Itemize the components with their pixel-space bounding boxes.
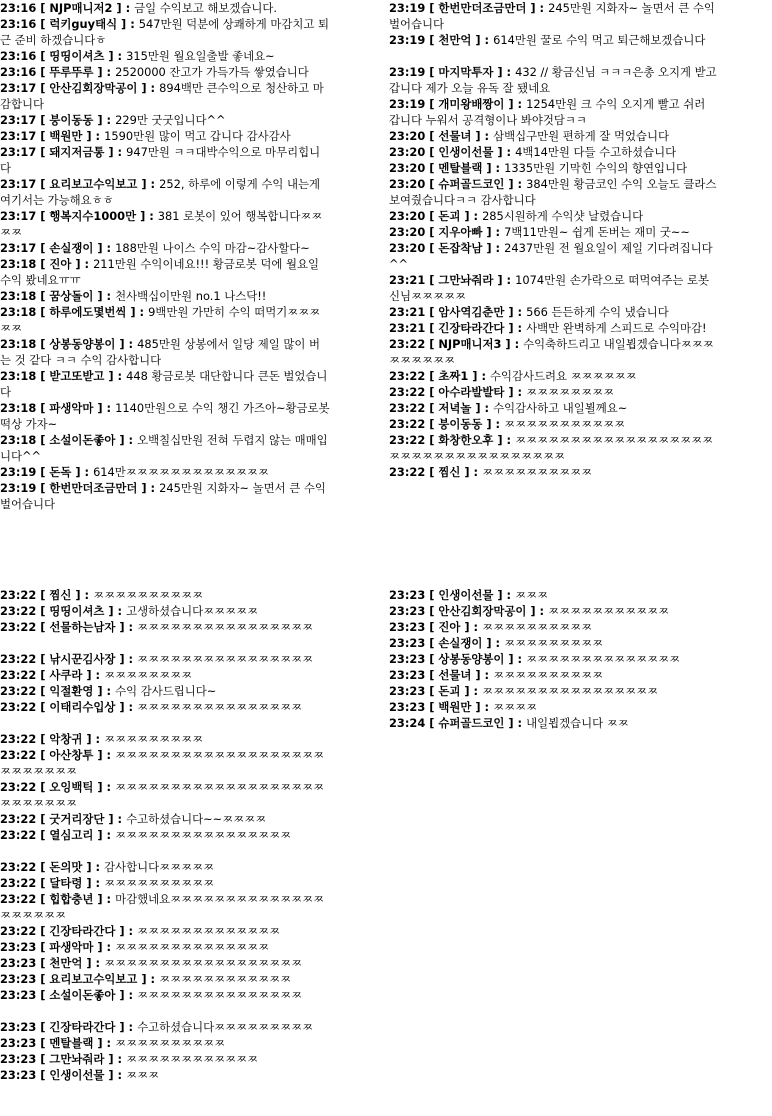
chat-message-sender: 23:23 [ 멘탈블랙 ] : — [0, 1036, 116, 1050]
chat-message-sender: 23:23 [ 선물녀 ] : — [389, 668, 494, 682]
chat-message-text: 사백만 완벽하게 스피드로 수익마감! — [526, 321, 707, 335]
chat-message-text: 1140만원으로 수익 챙긴 가즈아~황금로봇 떡상 가자~ — [0, 401, 330, 431]
chat-message — [0, 859, 330, 875]
chat-message-text: ㅉㅉㅉㅉㅉㅉㅉㅉㅉㅉㅉㅉㅉㅉㅉㅉㅉㅉㅉㅉㅉㅉㅉㅉㅉㅉㅉㅉㅉㅉㅉㅉㅉㅉ — [389, 433, 714, 463]
chat-message — [389, 336, 719, 368]
chat-message-sender: 23:22 [ 붕이동동 ] : — [389, 417, 505, 431]
chat-message — [389, 144, 719, 160]
chat-message — [0, 891, 330, 923]
chat-message-text: 614만ㅉㅉㅉㅉㅉㅉㅉㅉㅉㅉㅉㅉㅉ — [93, 465, 269, 479]
chat-message-sender: 23:19 [ 한번만더조금만더 ] : — [389, 1, 549, 15]
chat-message — [389, 683, 719, 699]
chat-message-sender: 23:22 [ 저녁놀 ] : — [389, 401, 494, 415]
chat-message-text: 614만원 꿀로 수익 먹고 퇴근해보겠습니다 — [493, 33, 706, 47]
chat-message-sender: 23:17 [ 안산김회장막공이 ] : — [0, 81, 160, 95]
chat-message — [0, 240, 330, 256]
chat-message — [0, 971, 330, 987]
chat-message-sender: 23:23 [ 인생이선물 ] : — [389, 588, 516, 602]
chat-message — [389, 651, 719, 667]
chat-message-text: ㅉㅉㅉㅉㅉㅉㅉㅉㅉㅉㅉㅉㅉㅉㅉㅉ — [482, 684, 659, 698]
chat-message — [0, 827, 330, 843]
chat-message — [0, 603, 330, 619]
chat-message-sender: 23:18 [ 하루에도몇번씩 ] : — [0, 305, 149, 319]
chat-message-sender: 23:22 [ 초짜1 ] : — [389, 369, 490, 383]
chat-message-sender: 23:16 [ 뚜루뚜루 ] : — [0, 65, 116, 79]
chat-message-text: ㅉㅉㅉㅉㅉㅉㅉㅉㅉㅉㅉ — [548, 604, 670, 618]
chat-message-sender: 23:22 [ 사쿠라 ] : — [0, 668, 105, 682]
chat-message — [0, 400, 330, 432]
chat-message-text: 오백칠십만원 전혀 두렵지 않는 매매입니다^^ — [0, 433, 328, 463]
chat-message-sender: 23:22 [ NJP매니저3 ] : — [389, 337, 524, 351]
chat-message-sender: 23:19 [ 천만억 ] : — [389, 33, 494, 47]
chat-message — [389, 0, 719, 32]
chat-message-sender: 23:16 [ NJP매니저2 ] : — [0, 1, 135, 15]
chat-message-text: ㅉㅉㅉㅉㅉㅉㅉㅉㅉㅉㅉㅉㅉㅉ — [526, 652, 681, 666]
chat-message-sender: 23:18 [ 꿈상돌이 ] : — [0, 289, 116, 303]
chat-message-sender: 23:16 [ 띵띵이셔츠 ] : — [0, 49, 127, 63]
chat-log-panel-1 — [0, 0, 330, 523]
chat-message — [389, 32, 719, 48]
chat-message-sender: 23:23 [ 백원만 ] : — [389, 700, 494, 714]
chat-message-sender: 23:20 [ 멘탈블랙 ] : — [389, 161, 505, 175]
blank-line — [0, 1003, 330, 1019]
chat-message — [0, 208, 330, 240]
chat-message-sender: 23:23 [ 소설이돈좋아 ] : — [0, 988, 138, 1002]
chat-message-text: ㅉㅉㅉㅉㅉㅉㅉㅉㅉㅉㅉㅉㅉㅉㅉㅉㅉㅉㅉㅉㅉㅉㅉㅉㅉㅉ — [0, 780, 325, 810]
chat-message-text: 211만원 수익이네요!!! 황금로봇 덕에 월요일 수익 봤네요ㅠㅠ — [0, 257, 320, 287]
chat-message-sender: 23:22 [ 아산창투 ] : — [0, 748, 116, 762]
chat-message-text: 1590만원 많이 먹고 갑니다 감사감사 — [104, 129, 291, 143]
chat-message — [389, 224, 719, 240]
chat-message-text: 547만원 덕분에 상쾌하게 마감치고 퇴근 준비 하겠습니다ㅎ — [0, 17, 330, 47]
chat-message-sender: 23:17 [ 백원만 ] : — [0, 129, 105, 143]
chat-message-sender: 23:19 [ 한번만더조금만더 ] : — [0, 481, 160, 495]
chat-message-sender: 23:22 [ 선물하는남자 ] : — [0, 620, 138, 634]
chat-message-sender: 23:20 [ 지우아빠 ] : — [389, 225, 505, 239]
chat-message-text: 285시원하게 수익샷 날렸습니다 — [482, 209, 644, 223]
chat-message — [0, 699, 330, 715]
chat-message-sender: 23:23 [ 천만억 ] : — [0, 956, 105, 970]
chat-message-sender: 23:22 [ 돈의맛 ] : — [0, 860, 105, 874]
chat-message-text: 금일 수익보고 해보겠습니다. — [134, 1, 278, 15]
chat-message-text: ㅉㅉㅉㅉㅉㅉㅉㅉㅉㅉㅉㅉㅉㅉ — [115, 940, 270, 954]
chat-message-sender: 23:23 [ 진아 ] : — [389, 620, 483, 634]
chat-message — [0, 256, 330, 288]
chat-message-sender: 23:21 [ 긴장타라간다 ] : — [389, 321, 527, 335]
chat-message-sender: 23:22 [ 달타령 ] : — [0, 876, 105, 890]
chat-message-text: 4백14만원 다들 수고하셨습니다 — [515, 145, 677, 159]
chat-log-panel-2 — [389, 0, 719, 523]
chat-message-sender: 23:21 [ 그만놔줘라 ] : — [389, 273, 516, 287]
chat-message-text: 252, 하루에 이렇게 수익 내는게 여기서는 가능해요ㅎㅎ — [0, 177, 320, 207]
chat-message — [0, 779, 330, 811]
chat-message-sender: 23:22 [ 긴장타라간다 ] : — [0, 924, 138, 938]
chat-message-sender: 23:22 [ 띵띵이셔츠 ] : — [0, 604, 127, 618]
chat-message-text: 245만원 지화자~ 놀면서 큰 수익 벌어습니다 — [389, 1, 715, 31]
chat-message — [0, 80, 330, 112]
chat-message-text: 2437만원 전 월요일이 제일 기다려집니다^^ — [389, 241, 713, 271]
chat-message — [389, 603, 719, 619]
chat-message-text: 수익감사드려요 ㅉㅉㅉㅉㅉㅉ — [490, 369, 637, 383]
chat-message-text: ㅉㅉㅉㅉ — [493, 700, 538, 714]
chat-message — [389, 128, 719, 144]
chat-message-sender: 23:17 [ 붕이동동 ] : — [0, 113, 116, 127]
chat-message — [389, 208, 719, 224]
chat-message-text: 1074만원 손가락으로 떠먹여주는 로봇 신님ㅉㅉㅉㅉㅉ — [389, 273, 709, 303]
chat-message — [389, 699, 719, 715]
chat-message-sender: 23:16 [ 럭키guy태식 ] : — [0, 17, 139, 31]
chat-message-sender: 23:23 [ 상봉동양봉이 ] : — [389, 652, 527, 666]
chat-message-text: 566 든든하게 수익 냈습니다 — [526, 305, 669, 319]
chat-message — [0, 176, 330, 208]
chat-message-text: ㅉㅉㅉㅉㅉㅉㅉㅉㅉㅉ — [482, 620, 593, 634]
chat-message-text: ㅉㅉㅉㅉㅉㅉㅉㅉㅉ — [104, 732, 204, 746]
blank-line — [0, 843, 330, 859]
blank-line — [0, 715, 330, 731]
chat-message-sender: 23:19 [ 마지막투자 ] : — [389, 65, 516, 79]
chat-message — [0, 48, 330, 64]
chat-message-text: 천사백십이만원 no.1 나스닥!! — [115, 289, 267, 303]
chat-message-text: ㅉㅉㅉㅉㅉㅉㅉㅉ — [526, 385, 615, 399]
chat-message-text: 188만원 나이스 수익 마감~감사할다~ — [115, 241, 310, 255]
chat-message-text: 내일뵙겠습니다 ㅉㅉ — [526, 716, 629, 730]
chat-log-panel-4 — [389, 587, 719, 737]
chat-message — [0, 1019, 330, 1035]
chat-message-text: 수익축하드리고 내일뵙겠습니다ㅉㅉㅉㅉㅉㅉㅉㅉㅉ — [389, 337, 714, 367]
chat-message-text: 수고하셨습니다~~ㅉㅉㅉㅉ — [126, 812, 267, 826]
chat-message-text: 고생하셨습니다ㅉㅉㅉㅉㅉ — [126, 604, 259, 618]
chat-message-text: 마감했네요ㅉㅉㅉㅉㅉㅉㅉㅉㅉㅉㅉㅉㅉㅉㅉㅉㅉㅉㅉㅉ — [0, 892, 325, 922]
chat-message-sender: 23:23 [ 돈괴 ] : — [389, 684, 483, 698]
chat-message — [389, 400, 719, 416]
chat-message-sender: 23:21 [ 암사역김춘만 ] : — [389, 305, 527, 319]
chat-message — [389, 635, 719, 651]
chat-message-sender: 23:18 [ 소설이돈좋아 ] : — [0, 433, 138, 447]
chat-message — [389, 667, 719, 683]
chat-message-sender: 23:20 [ 인생이선물 ] : — [389, 145, 516, 159]
chat-message-sender: 23:23 [ 그만놔줘라 ] : — [0, 1052, 127, 1066]
chat-message-text: ㅉㅉㅉㅉㅉㅉㅉㅉㅉㅉㅉㅉㅉㅉㅉㅉ — [137, 652, 314, 666]
chat-message — [389, 304, 719, 320]
chat-message — [0, 288, 330, 304]
chat-message-sender: 23:20 [ 슈퍼골드코인 ] : — [389, 177, 527, 191]
chat-message-sender: 23:18 [ 진아 ] : — [0, 257, 94, 271]
chat-message — [0, 987, 330, 1003]
chat-message-text: 229만 굿굿입니다^^ — [115, 113, 226, 127]
chat-message — [389, 715, 719, 731]
chat-message — [389, 320, 719, 336]
chat-message-text: ㅉㅉㅉㅉㅉㅉㅉㅉㅉㅉ — [93, 588, 204, 602]
chat-message-text: 감사합니다ㅉㅉㅉㅉㅉ — [104, 860, 215, 874]
chat-message — [389, 64, 719, 96]
chat-message-text: 485만원 상봉에서 일당 제일 많이 버는 것 같다 ㅋㅋ 수익 감사합니다 — [0, 337, 320, 367]
chat-message-text: ㅉㅉㅉㅉㅉㅉㅉㅉㅉㅉㅉ — [504, 417, 626, 431]
chat-message-sender: 23:17 [ 요리보고수익보고 ] : — [0, 177, 160, 191]
chat-message — [0, 939, 330, 955]
chat-message — [0, 1035, 330, 1051]
chat-message-sender: 23:20 [ 돈괴 ] : — [389, 209, 483, 223]
chat-message-text: ㅉㅉㅉㅉㅉㅉㅉㅉㅉㅉㅉㅉㅉㅉㅉ — [137, 988, 303, 1002]
chat-message-text: 2520000 잔고가 가득가득 쌓였습니다 — [115, 65, 309, 79]
chat-message — [0, 0, 330, 16]
chat-message-sender: 23:18 [ 받고또받고 ] : — [0, 369, 127, 383]
chat-message-text: 수익 감사드립니다~ — [115, 684, 217, 698]
chat-message-text: 7백11만원~ 쉽게 돈버는 재미 굿~~ — [504, 225, 690, 239]
chat-message-text: ㅉㅉㅉㅉㅉㅉㅉㅉㅉㅉ — [493, 668, 604, 682]
chat-message-text: 수익감사하고 내일뵐께요~ — [493, 401, 628, 415]
chat-message — [389, 432, 719, 464]
chat-message — [0, 587, 330, 603]
chat-message-sender: 23:22 [ 익절환영 ] : — [0, 684, 116, 698]
chat-message-text: ㅉㅉㅉㅉㅉㅉㅉㅉㅉㅉ — [482, 465, 593, 479]
chat-message — [0, 432, 330, 464]
chat-message — [0, 464, 330, 480]
chat-message-sender: 23:22 [ 찜신 ] : — [0, 588, 94, 602]
chat-message-sender: 23:23 [ 파생악마 ] : — [0, 940, 116, 954]
chat-message — [389, 368, 719, 384]
chat-message-text: ㅉㅉㅉㅉㅉㅉㅉㅉㅉㅉㅉㅉㅉㅉㅉㅉㅉㅉㅉㅉㅉㅉㅉㅉㅉㅉ — [0, 748, 325, 778]
chat-message-text: 381 로봇이 있어 행복합니다ㅉㅉㅉㅉ — [0, 209, 323, 239]
chat-message-text: ㅉㅉㅉㅉㅉㅉㅉㅉㅉㅉ — [104, 876, 215, 890]
chat-message-text: ㅉㅉㅉㅉㅉㅉㅉㅉㅉㅉㅉㅉㅉㅉㅉㅉㅉㅉ — [104, 956, 303, 970]
chat-message — [0, 112, 330, 128]
chat-message-text: ㅉㅉㅉㅉㅉㅉㅉㅉㅉㅉㅉㅉㅉㅉㅉㅉ — [115, 828, 292, 842]
chat-message-sender: 23:20 [ 선물녀 ] : — [389, 129, 494, 143]
chat-message — [0, 923, 330, 939]
chat-message-text: ㅉㅉㅉㅉㅉㅉㅉㅉㅉㅉㅉㅉ — [126, 1052, 259, 1066]
chat-message — [0, 128, 330, 144]
chat-message-text: ㅉㅉㅉㅉㅉㅉㅉㅉ — [104, 668, 193, 682]
chat-message — [0, 731, 330, 747]
chat-message-text: 1335만원 기막힌 수익의 향연입니다 — [504, 161, 687, 175]
chat-message-text: ㅉㅉㅉㅉㅉㅉㅉㅉㅉㅉㅉㅉㅉㅉㅉㅉ — [137, 620, 314, 634]
chat-message — [0, 875, 330, 891]
chat-message-sender: 23:22 [ 화창한오후 ] : — [389, 433, 516, 447]
chat-message-sender: 23:23 [ 긴장타라간다 ] : — [0, 1020, 138, 1034]
chat-message — [389, 416, 719, 432]
chat-message-sender: 23:17 [ 손실쟁이 ] : — [0, 241, 116, 255]
blank-line — [389, 48, 719, 64]
chat-message-text: ㅉㅉㅉㅉㅉㅉㅉㅉㅉㅉㅉㅉ — [159, 972, 292, 986]
chat-message-sender: 23:23 [ 손실쟁이 ] : — [389, 636, 505, 650]
chat-message-sender: 23:23 [ 요리보고수익보고 ] : — [0, 972, 160, 986]
chat-message-text: 수고하셨습니다ㅉㅉㅉㅉㅉㅉㅉㅉㅉ — [137, 1020, 314, 1034]
chat-message — [0, 667, 330, 683]
chat-message-text: ㅉㅉㅉㅉㅉㅉㅉㅉㅉㅉㅉㅉㅉ — [137, 924, 281, 938]
chat-message — [0, 619, 330, 635]
chat-message-sender: 23:22 [ 굿거리장단 ] : — [0, 812, 127, 826]
chat-message — [0, 16, 330, 48]
chat-message-text: 315만원 월요일출발 좋네요~ — [126, 49, 275, 63]
chat-message-text: ㅉㅉㅉ — [515, 588, 549, 602]
chat-message-text: 9백만원 가만히 수익 떠먹기ㅉㅉㅉㅉㅉ — [0, 305, 321, 335]
chat-message-sender: 23:23 [ 안산김회장막공이 ] : — [389, 604, 549, 618]
chat-message — [0, 811, 330, 827]
chat-message — [0, 64, 330, 80]
chat-message — [389, 160, 719, 176]
chat-message — [389, 619, 719, 635]
chat-message-text: 947만원 ㅋㅋ대박수익으로 마무리힙니다 — [0, 145, 321, 175]
chat-message — [0, 747, 330, 779]
chat-message-text: 384만원 황금코인 수익 오늘도 클라스 보여줬습니다ㅋㅋ 감사합니다 — [389, 177, 717, 207]
chat-message — [0, 1051, 330, 1067]
chat-message — [0, 304, 330, 336]
chat-message — [0, 1067, 330, 1083]
chat-message-sender: 23:22 [ 힙합충년 ] : — [0, 892, 116, 906]
chat-message-sender: 23:22 [ 악창귀 ] : — [0, 732, 105, 746]
chat-message-text: ㅉㅉㅉ — [126, 1068, 160, 1082]
chat-message-sender: 23:18 [ 상봉동양봉이 ] : — [0, 337, 138, 351]
chat-message-text: 삼백십구만원 편하게 잘 먹었습니다 — [493, 129, 669, 143]
chat-message — [389, 384, 719, 400]
chat-message — [389, 272, 719, 304]
chat-message-sender: 23:22 [ 오잉백틱 ] : — [0, 780, 116, 794]
chat-message-text: 448 황금로봇 대단합니다 큰돈 벌었습니다 — [0, 369, 328, 399]
chat-message-sender: 23:22 [ 찜신 ] : — [389, 465, 483, 479]
chat-message-sender: 23:22 [ 열심고리 ] : — [0, 828, 116, 842]
chat-message — [0, 144, 330, 176]
chat-message-text: 432 // 황금신님 ㅋㅋㅋ은총 오지게 받고 갑니다 제가 오늘 유독 잘 됐네요 — [389, 65, 717, 95]
chat-message — [389, 240, 719, 272]
chat-message-sender: 23:23 [ 인생이선물 ] : — [0, 1068, 127, 1082]
blank-line — [0, 635, 330, 651]
chat-message-text: 245만원 지화자~ 놀면서 큰 수익 벌어습니다 — [0, 481, 326, 511]
chat-message — [0, 955, 330, 971]
chat-message-text: ㅉㅉㅉㅉㅉㅉㅉㅉㅉㅉ — [115, 1036, 226, 1050]
chat-message — [0, 336, 330, 368]
chat-message-sender: 23:19 [ 개미왕배짱이 ] : — [389, 97, 527, 111]
chat-message — [0, 651, 330, 667]
chat-message-sender: 23:17 [ 돼지저금통 ] : — [0, 145, 127, 159]
chat-message-text: 1254만원 크 수익 오지게 빨고 쉬러 갑니다 누워서 공격형이나 봐야것담ㅋㅋ — [389, 97, 706, 127]
chat-message-text: 894백만 큰수익으로 청산하고 마감합니다 — [0, 81, 324, 111]
chat-message-sender: 23:22 [ 낚시꾼김사장 ] : — [0, 652, 138, 666]
chat-message — [0, 480, 330, 512]
chat-message-text: ㅉㅉㅉㅉㅉㅉㅉㅉㅉㅉㅉㅉㅉㅉㅉ — [137, 700, 303, 714]
chat-message — [389, 96, 719, 128]
chat-message-sender: 23:19 [ 돈독 ] : — [0, 465, 94, 479]
chat-message — [389, 176, 719, 208]
chat-message — [389, 464, 719, 480]
chat-message — [0, 683, 330, 699]
chat-message-sender: 23:22 [ 아수라발발타 ] : — [389, 385, 527, 399]
chat-message-sender: 23:22 [ 이태리수입상 ] : — [0, 700, 138, 714]
chat-message-sender: 23:18 [ 파생악마 ] : — [0, 401, 116, 415]
chat-message-sender: 23:24 [ 슈퍼골드코인 ] : — [389, 716, 527, 730]
chat-message — [389, 587, 719, 603]
chat-message-text: ㅉㅉㅉㅉㅉㅉㅉㅉㅉ — [504, 636, 604, 650]
chat-message — [0, 368, 330, 400]
chat-message-sender: 23:17 [ 행복지수1000만 ] : — [0, 209, 158, 223]
chat-log-panel-3 — [0, 587, 330, 1116]
chat-message-sender: 23:20 [ 돈잡착남 ] : — [389, 241, 505, 255]
